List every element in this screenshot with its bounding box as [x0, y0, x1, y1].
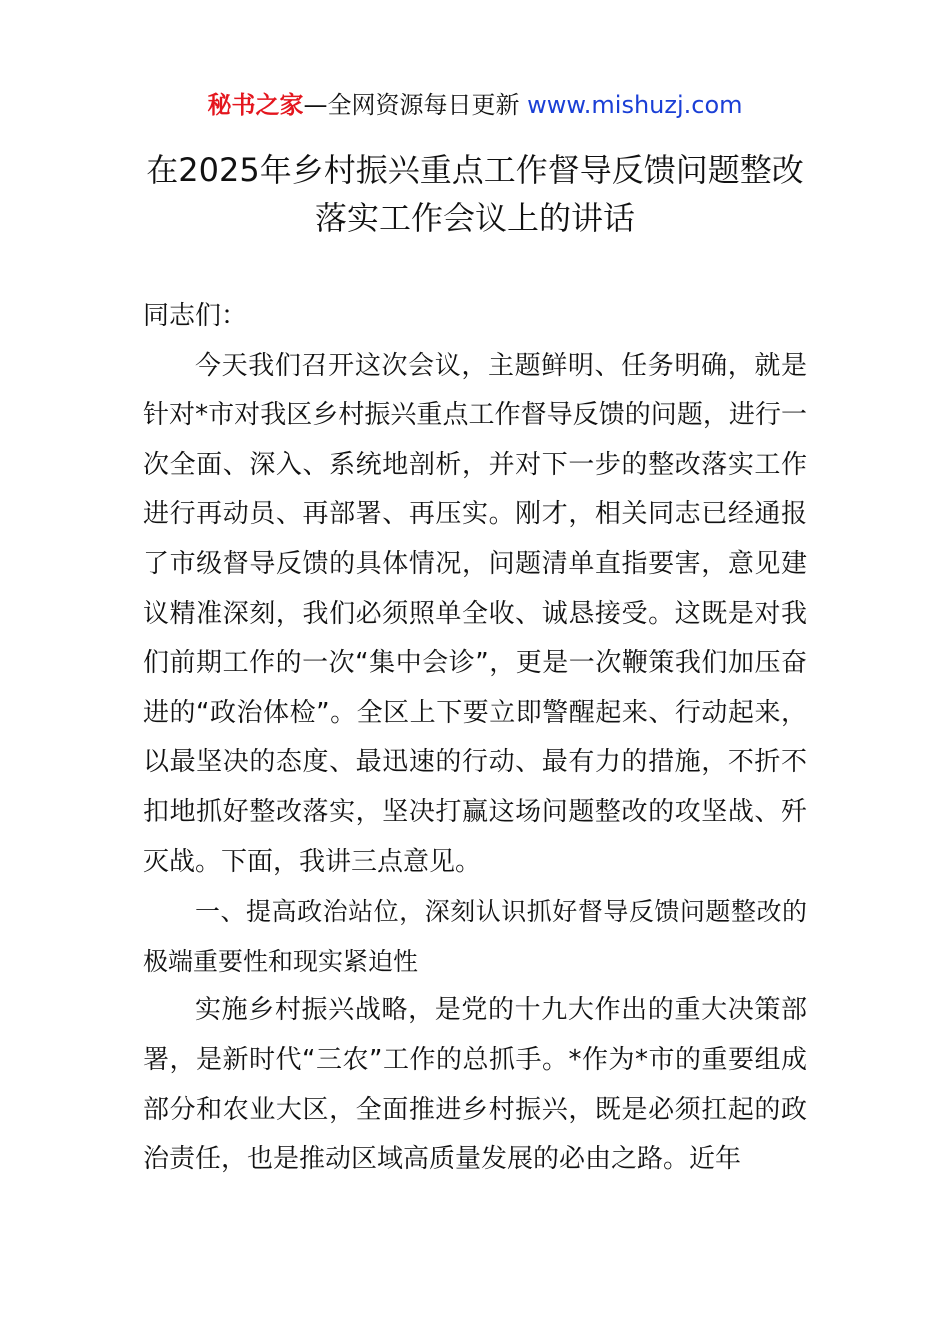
paragraph-2: 实施乡村振兴战略，是党的十九大作出的重大决策部署，是新时代“三农”工作的总抓手。*作为*市的重要组成部分和农业大区，全面推进乡村振兴，既是必须扛起的政治责任，也是推动区域高质量发展的必由之路。近年	[143, 995, 807, 1175]
header-tagline: —全网资源每日更新	[303, 91, 520, 119]
site-url-link[interactable]: www.mishuzj.com	[527, 91, 743, 119]
title-line-1: 在2025年乡村振兴重点工作督导反馈问题整改	[146, 151, 804, 189]
paragraph-1: 今天我们召开这次会议，主题鲜明、任务明确，就是针对*市对我区乡村振兴重点工作督导反馈的问题，进行一次全面、深入、系统地剖析，并对下一步的整改落实工作进行再动员、再部署、再压实。刚才，相关同志已经通报了市级督导反馈的具体情况，问题清单直指要害，意见建议精准深刻，我们必须照单全收、诚恳接受。这既是对我们前期工作的一次“集中会诊”，更是一次鞭策我们加压奋进的“政治体检”。全区上下要立即警醒起来、行动起来，以最坚决的态度、最迅速的行动、最有力的措施，不折不扣地抓好整改落实，坚决打赢这场问题整改的攻坚战、歼灭战。下面，我讲三点意见。	[143, 350, 807, 877]
section-heading-1: 一、提高政治站位，深刻认识抓好督导反馈问题整改的极端重要性和现实紧迫性	[143, 897, 807, 976]
site-header	[0, 88, 950, 122]
title-line-2: 落实工作会议上的讲话	[314, 199, 635, 237]
document-body	[143, 292, 807, 1185]
salutation: 同志们：	[143, 301, 248, 331]
brand-name: 秘书之家	[207, 91, 304, 119]
document-title	[60, 146, 890, 242]
